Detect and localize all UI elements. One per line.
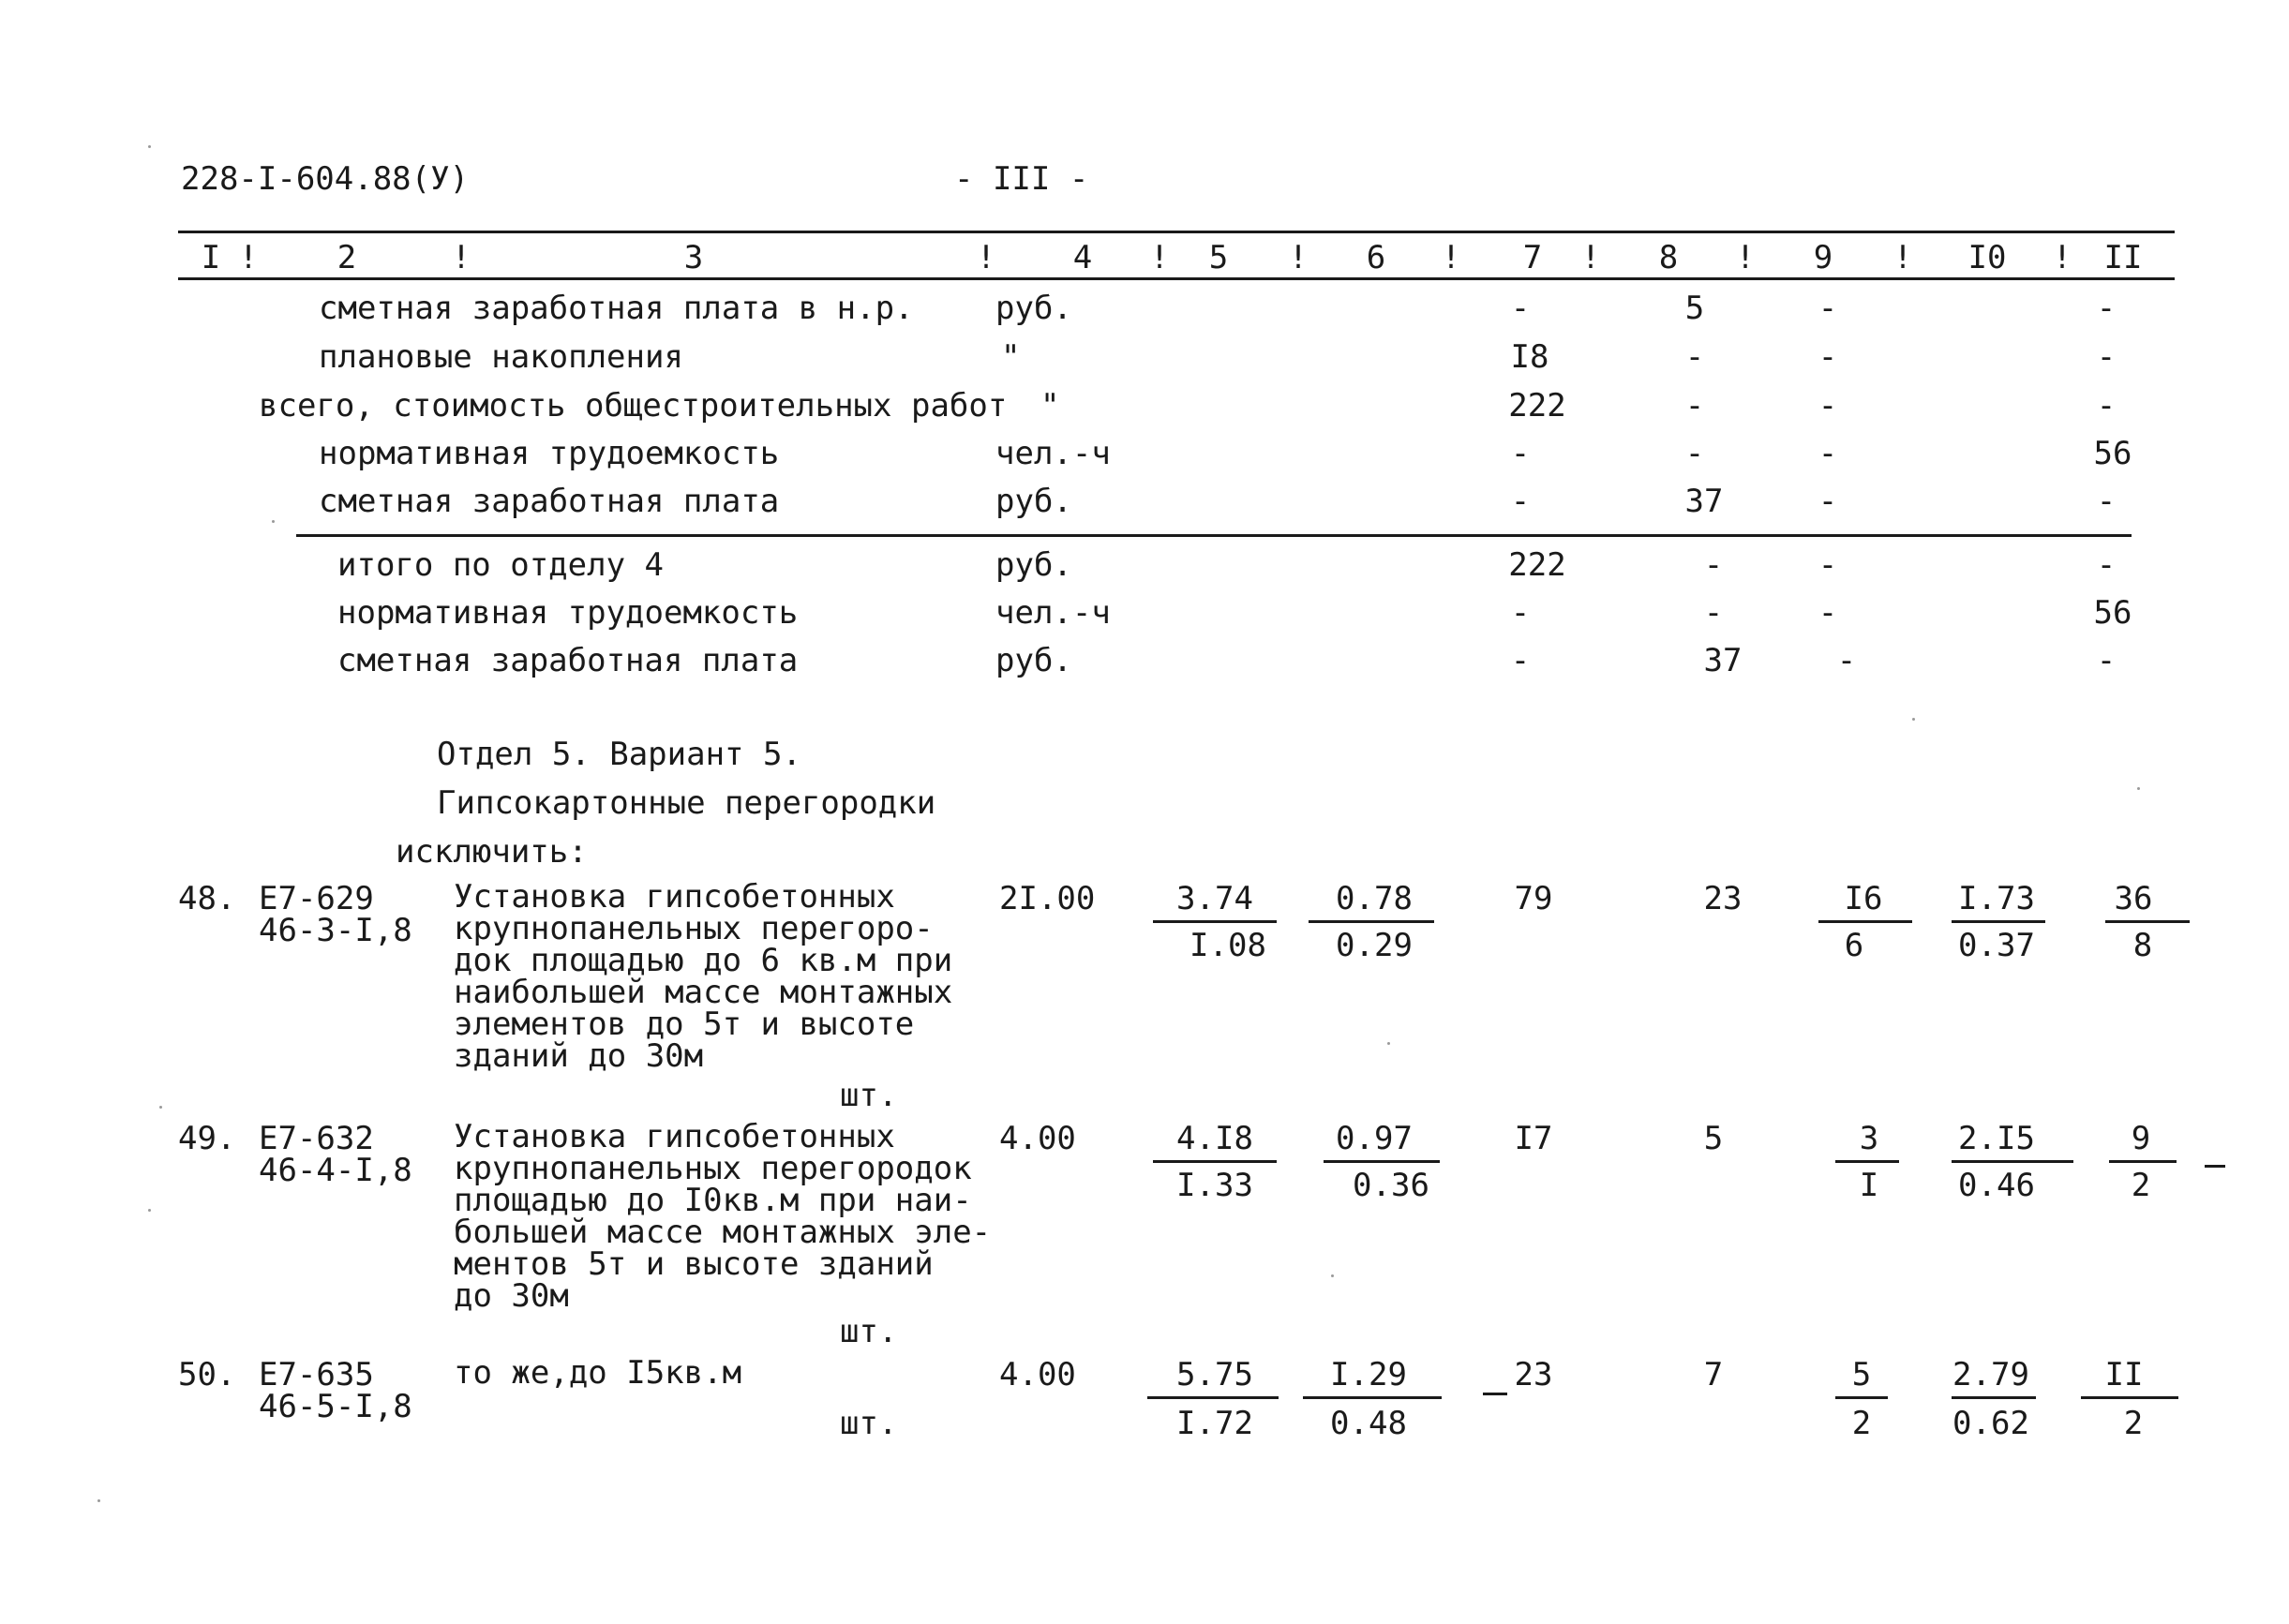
col11-value: 56: [2093, 594, 2132, 632]
col-header-8: 8: [1658, 239, 1679, 276]
item-unit: шт.: [840, 1405, 898, 1442]
item-code-secondary: 46-3-I,8: [259, 912, 412, 949]
col-separator: !: [1288, 239, 1309, 276]
col-header-2: 2: [337, 239, 357, 276]
fraction-line: [1309, 920, 1434, 923]
col7-value: 222: [1508, 387, 1566, 425]
item-code: Е7-635: [259, 1356, 374, 1393]
item-unit: шт.: [840, 1077, 898, 1114]
col-separator: !: [1149, 239, 1170, 276]
col8-value: 23: [1703, 880, 1743, 917]
fraction-line: [2105, 920, 2190, 923]
scan-speck: [159, 1106, 162, 1109]
fraction-line: [1147, 1396, 1279, 1399]
fraction-line: [1952, 920, 2045, 923]
col5-bottom: I.08: [1189, 927, 1266, 964]
col9-value: -: [1818, 546, 1838, 584]
item-code-secondary: 46-5-I,8: [259, 1388, 412, 1425]
col-header-4: 4: [1072, 239, 1093, 276]
row-unit: чел.-ч: [995, 594, 1111, 632]
col10-top: 2.I5: [1958, 1120, 2035, 1157]
col11-top: 9: [2131, 1120, 2151, 1157]
fraction-line: [1303, 1396, 1442, 1399]
col7-value: -: [1510, 290, 1531, 327]
document-code: 228-I-604.88(У): [181, 160, 470, 198]
col8-value: -: [1703, 546, 1724, 584]
col11-value: -: [2096, 387, 2117, 425]
col11-top: 36: [2114, 880, 2153, 917]
exclude-label: исключить:: [396, 833, 588, 871]
col9-value: -: [1818, 594, 1838, 632]
col-separator: !: [1441, 239, 1461, 276]
col9-top: 3: [1859, 1120, 1879, 1157]
subtotal-rule: [296, 534, 2132, 537]
item-quantity: 2I.00: [999, 880, 1096, 917]
col7-value: -: [1510, 435, 1531, 472]
col-separator: !: [1580, 239, 1601, 276]
row-label: нормативная трудоемкость: [319, 435, 780, 472]
col8-value: -: [1684, 435, 1705, 472]
col11-bottom: 2: [2123, 1405, 2144, 1442]
col-header-7: 7: [1522, 239, 1543, 276]
col-header-5: 5: [1208, 239, 1229, 276]
fraction-line: [1835, 1396, 1888, 1399]
item-description: Установка гипсобетонных крупнопанельных перегородок площадью до I0кв.м при наи- большей массе монтажных эле- ментов 5т и высоте зданий до 30м: [454, 1118, 992, 1315]
col9-bottom: I: [1859, 1167, 1879, 1204]
col-separator: !: [1735, 239, 1756, 276]
page-number: - III -: [954, 160, 1089, 198]
col11-top: II: [2104, 1356, 2144, 1393]
item-unit: шт.: [840, 1313, 898, 1350]
col10-bottom: 0.37: [1958, 927, 2035, 964]
header-bottom-rule: [178, 277, 2175, 280]
fraction-line: [1835, 1160, 1899, 1163]
col-header-3: 3: [683, 239, 704, 276]
row-unit: руб.: [995, 483, 1072, 520]
fraction-line: [1324, 1160, 1440, 1163]
item-description: то же,до I5кв.м: [454, 1354, 742, 1392]
col9-value: -: [1818, 387, 1838, 425]
row-label: сметная заработная плата в н.р.: [319, 290, 914, 327]
col-header-6: 6: [1366, 239, 1386, 276]
row-unit: руб.: [995, 546, 1072, 584]
col11-bottom: 2: [2131, 1167, 2151, 1204]
col-separator: !: [976, 239, 996, 276]
item-number: 49.: [178, 1120, 236, 1157]
item-quantity: 4.00: [999, 1356, 1076, 1393]
col7-value: I8: [1510, 338, 1549, 376]
col8-value: 37: [1703, 642, 1743, 679]
item-description: Установка гипсобетонных крупнопанельных перегоро- док площадью до 6 кв.м при наибольшей массе монтажных элементов до 5т и высоте зданий до 30м: [454, 878, 953, 1075]
scan-speck: [272, 520, 275, 523]
item-number: 48.: [178, 880, 236, 917]
col5-bottom: I.33: [1176, 1167, 1253, 1204]
fraction-line: [2109, 1160, 2177, 1163]
fraction-line: [1952, 1396, 2036, 1399]
scan-speck: [97, 1499, 100, 1502]
fraction-line: [1818, 920, 1912, 923]
col9-value: -: [1818, 290, 1838, 327]
item-code: Е7-632: [259, 1120, 374, 1157]
col8-value: 7: [1703, 1356, 1724, 1393]
col6-top: 0.97: [1336, 1120, 1413, 1157]
row-label: нормативная трудоемкость: [337, 594, 799, 632]
col5-top: 3.74: [1176, 880, 1253, 917]
row-unit: ": [1001, 338, 1021, 376]
fraction-line: [2081, 1396, 2178, 1399]
row-label: сметная заработная плата: [337, 642, 799, 679]
col8-value: -: [1684, 338, 1705, 376]
row-unit: руб.: [995, 642, 1072, 679]
leader-dash: [1483, 1393, 1507, 1395]
scan-speck: [148, 145, 151, 148]
col9-value: -: [1818, 483, 1838, 520]
col7-value: 79: [1514, 880, 1553, 917]
col6-top: I.29: [1330, 1356, 1407, 1393]
col10-bottom: 0.46: [1958, 1167, 2035, 1204]
item-code-secondary: 46-4-I,8: [259, 1152, 412, 1189]
col11-value: -: [2096, 642, 2117, 679]
col-separator: !: [238, 239, 259, 276]
row-label: сметная заработная плата: [319, 483, 780, 520]
scan-speck: [2137, 787, 2140, 790]
col-separator: !: [451, 239, 471, 276]
row-label: итого по отделу 4: [337, 546, 664, 584]
col7-value: -: [1510, 642, 1531, 679]
row-unit: чел.-ч: [995, 435, 1111, 472]
col-separator: !: [1893, 239, 1913, 276]
col5-top: 4.I8: [1176, 1120, 1253, 1157]
col8-value: 5: [1684, 290, 1705, 327]
row-unit: руб.: [995, 290, 1072, 327]
scan-speck: [1387, 1042, 1390, 1045]
col6-top: 0.78: [1336, 880, 1413, 917]
col5-bottom: I.72: [1176, 1405, 1253, 1442]
col8-value: -: [1703, 594, 1724, 632]
col7-value: -: [1510, 483, 1531, 520]
col7-value: 222: [1508, 546, 1566, 584]
col11-value: -: [2096, 483, 2117, 520]
row-label: всего, стоимость общестроительных работ: [259, 387, 1008, 425]
item-number: 50.: [178, 1356, 236, 1393]
col10-top: 2.79: [1952, 1356, 2029, 1393]
section-title: Отдел 5. Вариант 5.: [437, 736, 801, 773]
col7-value: 23: [1514, 1356, 1553, 1393]
col8-value: -: [1684, 387, 1705, 425]
scan-speck: [148, 1209, 151, 1212]
col7-value: I7: [1514, 1120, 1553, 1157]
col8-value: 5: [1703, 1120, 1724, 1157]
section-subtitle: Гипсокартонные перегородки: [437, 784, 936, 822]
col9-top: 5: [1851, 1356, 1872, 1393]
col6-bottom: 0.36: [1353, 1167, 1429, 1204]
col9-value: -: [1836, 642, 1857, 679]
row-unit: ": [1040, 387, 1060, 425]
col-header-11: II: [2103, 239, 2143, 276]
margin-mark: [2205, 1165, 2225, 1168]
row-label: плановые накопления: [319, 338, 683, 376]
col-header-10: I0: [1967, 239, 2007, 276]
fraction-line: [1952, 1160, 2073, 1163]
col9-top: I6: [1844, 880, 1883, 917]
col5-top: 5.75: [1176, 1356, 1253, 1393]
col11-value: -: [2096, 546, 2117, 584]
col9-value: -: [1818, 338, 1838, 376]
col-header-1: I: [201, 239, 221, 276]
fraction-line: [1153, 920, 1277, 923]
item-code: Е7-629: [259, 880, 374, 917]
fraction-line: [1153, 1160, 1277, 1163]
item-quantity: 4.00: [999, 1120, 1076, 1157]
col8-value: 37: [1684, 483, 1724, 520]
col11-value: -: [2096, 338, 2117, 376]
col11-value: -: [2096, 290, 2117, 327]
col9-bottom: 2: [1851, 1405, 1872, 1442]
col11-value: 56: [2093, 435, 2132, 472]
col6-bottom: 0.48: [1330, 1405, 1407, 1442]
col6-bottom: 0.29: [1336, 927, 1413, 964]
scan-speck: [1331, 1274, 1334, 1277]
col11-bottom: 8: [2132, 927, 2153, 964]
col-separator: !: [2052, 239, 2072, 276]
col7-value: -: [1510, 594, 1531, 632]
col-header-9: 9: [1813, 239, 1833, 276]
col9-value: -: [1818, 435, 1838, 472]
col10-top: I.73: [1958, 880, 2035, 917]
scan-speck: [1912, 718, 1915, 721]
col9-bottom: 6: [1844, 927, 1864, 964]
header-top-rule: [178, 231, 2175, 233]
col10-bottom: 0.62: [1952, 1405, 2029, 1442]
